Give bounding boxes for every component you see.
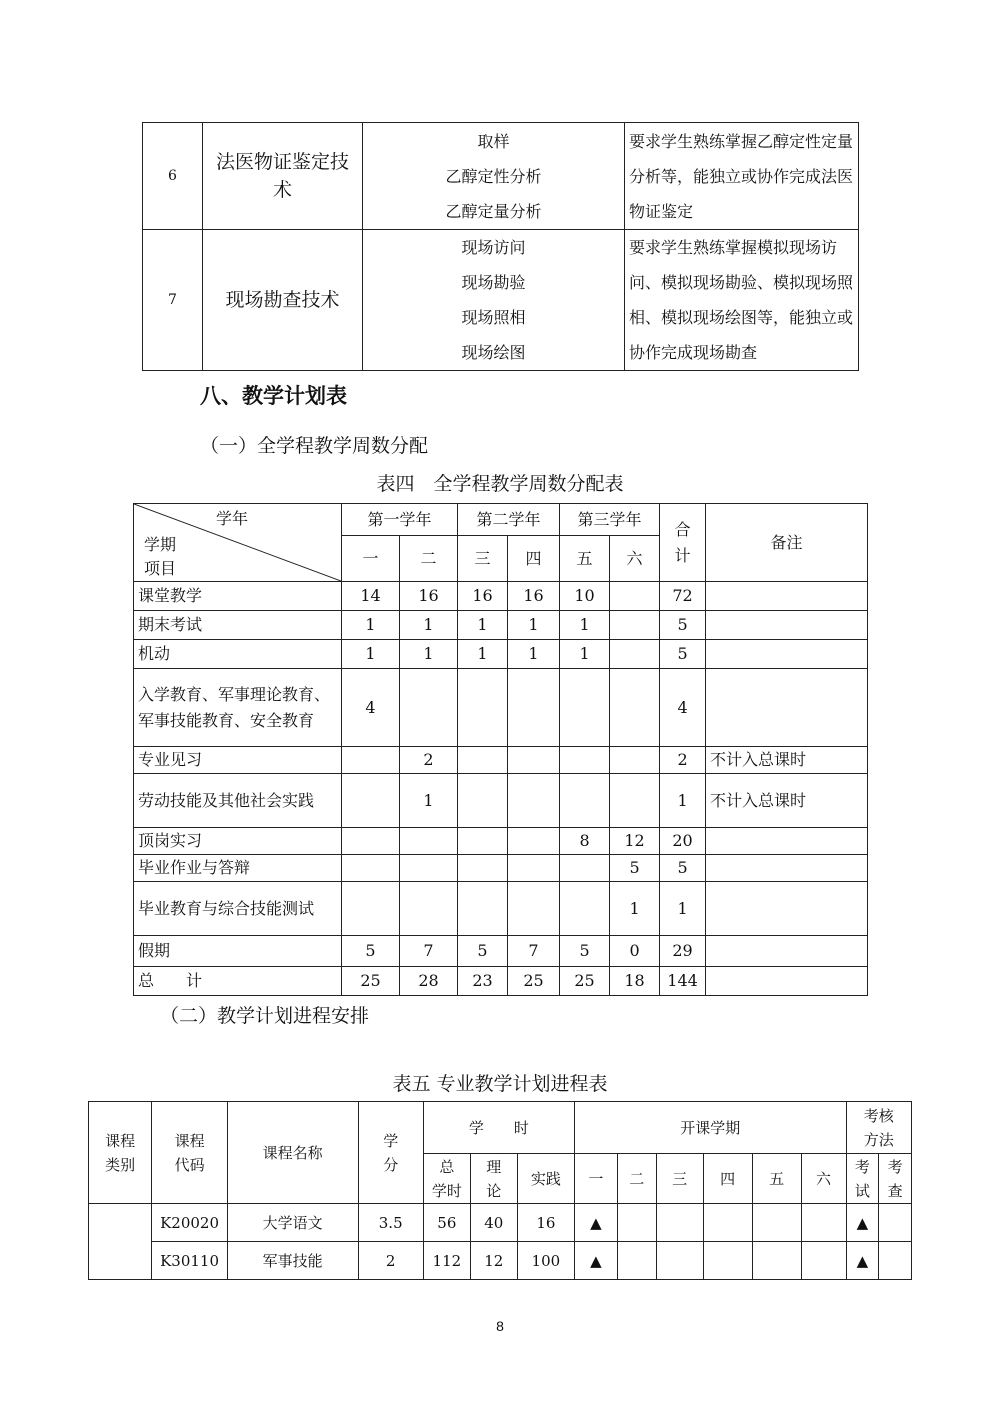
week-count [508, 774, 560, 828]
week-count: 1 [342, 611, 400, 640]
skill-items [363, 230, 625, 371]
remark [706, 936, 868, 967]
item-name: 机动 [134, 640, 342, 669]
week-count [508, 855, 560, 882]
week-count: 1 [400, 611, 458, 640]
exam-header: 考 试 [846, 1154, 879, 1204]
week-count: 7 [400, 936, 458, 967]
week-count [458, 747, 508, 774]
week-count [342, 774, 400, 828]
row-total: 5 [660, 640, 706, 669]
week-count [508, 882, 560, 936]
remark [706, 855, 868, 882]
row-total: 29 [660, 936, 706, 967]
week-count [400, 669, 458, 747]
section-title: 八、教学计划表 [200, 383, 347, 408]
remark [706, 640, 868, 669]
theory-hours: 40 [470, 1204, 517, 1242]
corner-year: 学年 [216, 509, 249, 528]
term-header: 三 [656, 1154, 703, 1204]
week-count: 16 [458, 582, 508, 611]
remark: 不计入总课时 [706, 747, 868, 774]
assessment-header: 考核 方法 [846, 1102, 911, 1154]
table-row [134, 936, 868, 967]
theory-hours: 12 [470, 1242, 517, 1280]
header-row [134, 504, 868, 536]
week-rows [134, 582, 868, 996]
check-mark [879, 1204, 912, 1242]
week-count [342, 882, 400, 936]
practice-hours: 100 [517, 1242, 574, 1280]
course-code: K20020 [152, 1204, 228, 1242]
week-count [342, 828, 400, 855]
skill-name: 法医物证鉴定技术 [203, 123, 363, 230]
week-count: 18 [610, 967, 660, 996]
week-count [610, 582, 660, 611]
item-name: 毕业教育与综合技能测试 [134, 882, 342, 936]
item-name: 顶岗实习 [134, 828, 342, 855]
exam-mark: ▲ [846, 1242, 879, 1280]
week-count [458, 828, 508, 855]
week-count [508, 669, 560, 747]
term-header: 一 [574, 1154, 617, 1204]
header-row [89, 1102, 912, 1154]
term-header: 六 [801, 1154, 846, 1204]
corner-item: 项目 [144, 559, 177, 578]
remark [706, 882, 868, 936]
remark-header: 备注 [706, 504, 868, 582]
subsection-title: （二）教学计划进程安排 [160, 1005, 370, 1027]
week-count: 14 [342, 582, 400, 611]
term-header: 四 [508, 536, 560, 582]
remark [706, 611, 868, 640]
week-count: 7 [508, 936, 560, 967]
week-count: 1 [458, 611, 508, 640]
year-header: 第二学年 [458, 504, 560, 536]
term-mark [656, 1242, 703, 1280]
term-header: 四 [703, 1154, 752, 1204]
check-header: 考 查 [879, 1154, 912, 1204]
week-count: 28 [400, 967, 458, 996]
remark [706, 669, 868, 747]
item-name: 假期 [134, 936, 342, 967]
exam-mark: ▲ [846, 1204, 879, 1242]
week-count: 25 [560, 967, 610, 996]
week-count: 4 [342, 669, 400, 747]
total-hours-header: 总 学时 [423, 1154, 470, 1204]
week-count [610, 747, 660, 774]
week-count [508, 828, 560, 855]
item-name: 专业见习 [134, 747, 342, 774]
table-row [143, 230, 859, 371]
row-total: 72 [660, 582, 706, 611]
week-count: 8 [560, 828, 610, 855]
practice-header: 实践 [517, 1154, 574, 1204]
week-count: 1 [458, 640, 508, 669]
total-header: 合 计 [660, 504, 706, 582]
term-mark: ▲ [574, 1242, 617, 1280]
week-count: 12 [610, 828, 660, 855]
table-row [89, 1204, 912, 1242]
week-count: 5 [560, 936, 610, 967]
week-count: 23 [458, 967, 508, 996]
week-count [610, 774, 660, 828]
term-header: 二 [617, 1154, 656, 1204]
term-mark [752, 1204, 801, 1242]
hours-header: 学 时 [423, 1102, 574, 1154]
term-header: 二 [400, 536, 458, 582]
term-mark [703, 1204, 752, 1242]
week-count: 2 [400, 747, 458, 774]
week-count [342, 747, 400, 774]
skill-requirement: 要求学生熟练掌握模拟现场访问、模拟现场勘验、模拟现场照相、模拟现场绘图等，能独立或协作完成现场勘查 [625, 230, 859, 371]
skill-requirement: 要求学生熟练掌握乙醇定性定量分析等，能独立或协作完成法医物证鉴定 [625, 123, 859, 230]
table-row [134, 774, 868, 828]
credit-header: 学 分 [358, 1102, 423, 1204]
table-row [134, 828, 868, 855]
term-mark [752, 1242, 801, 1280]
week-count [400, 882, 458, 936]
term-mark [801, 1242, 846, 1280]
week-count [400, 855, 458, 882]
week-count: 1 [508, 640, 560, 669]
week-count [610, 611, 660, 640]
corner-header [134, 504, 342, 582]
row-total: 5 [660, 611, 706, 640]
week-count: 5 [458, 936, 508, 967]
course-plan-table [88, 1101, 912, 1280]
category-cell [89, 1204, 152, 1280]
remark [706, 828, 868, 855]
week-count [458, 669, 508, 747]
week-count: 0 [610, 936, 660, 967]
week-count: 5 [342, 936, 400, 967]
course-name: 军事技能 [227, 1242, 358, 1280]
week-count [458, 855, 508, 882]
table-row [134, 882, 868, 936]
term-header: 三 [458, 536, 508, 582]
week-count: 5 [610, 855, 660, 882]
table-row [134, 640, 868, 669]
table-caption: 表五 专业教学计划进程表 [392, 1073, 608, 1095]
page-number: 8 [496, 1318, 504, 1334]
course-name: 大学语文 [227, 1204, 358, 1242]
week-count [400, 828, 458, 855]
row-number: 6 [143, 123, 203, 230]
remark [706, 582, 868, 611]
terms-header: 开课学期 [574, 1102, 846, 1154]
corner-term: 学期 [144, 535, 177, 554]
week-count [508, 747, 560, 774]
week-count: 16 [508, 582, 560, 611]
skill-item: 现场绘图 [461, 343, 526, 362]
item-name: 期末考试 [134, 611, 342, 640]
item-name: 课堂教学 [134, 582, 342, 611]
table-row [143, 123, 859, 230]
week-allocation-table [133, 503, 868, 996]
subsection-title: （一）全学程教学周数分配 [200, 435, 429, 457]
table-row [134, 967, 868, 996]
skill-item: 取样 [477, 131, 510, 151]
week-count: 1 [610, 882, 660, 936]
year-header: 第三学年 [560, 504, 660, 536]
row-total: 144 [660, 967, 706, 996]
skill-items [363, 123, 625, 230]
skill-item: 乙醇定量分析 [445, 201, 542, 221]
item-name: 劳动技能及其他社会实践 [134, 774, 342, 828]
week-count: 16 [400, 582, 458, 611]
term-header: 五 [560, 536, 610, 582]
week-count: 1 [560, 640, 610, 669]
week-count: 1 [508, 611, 560, 640]
item-name: 入学教育、军事理论教育、军事技能教育、安全教育 [134, 669, 342, 747]
week-count [458, 774, 508, 828]
term-mark [656, 1204, 703, 1242]
check-mark [879, 1242, 912, 1280]
theory-header: 理 论 [470, 1154, 517, 1204]
table-row [134, 582, 868, 611]
skill-name: 现场勘查技术 [203, 230, 363, 371]
week-count: 1 [400, 774, 458, 828]
category-header: 课程 类别 [89, 1102, 152, 1204]
code-header: 课程 代码 [152, 1102, 228, 1204]
term-mark [703, 1242, 752, 1280]
week-count [560, 855, 610, 882]
row-total: 20 [660, 828, 706, 855]
item-name: 总 计 [134, 967, 342, 996]
remark [706, 967, 868, 996]
row-total: 1 [660, 882, 706, 936]
week-count [560, 747, 610, 774]
row-number: 7 [143, 230, 203, 371]
course-credit: 2 [358, 1242, 423, 1280]
item-name: 毕业作业与答辩 [134, 855, 342, 882]
week-count [560, 882, 610, 936]
week-count [458, 882, 508, 936]
course-name-header: 课程名称 [227, 1102, 358, 1204]
table-row [134, 669, 868, 747]
total-hours: 112 [423, 1242, 470, 1280]
term-mark [617, 1242, 656, 1280]
skills-table [142, 122, 859, 371]
table-row [134, 747, 868, 774]
course-credit: 3.5 [358, 1204, 423, 1242]
table-row [134, 611, 868, 640]
week-count [560, 669, 610, 747]
table-row [134, 855, 868, 882]
week-count [342, 855, 400, 882]
week-count: 1 [400, 640, 458, 669]
week-count [610, 669, 660, 747]
row-total: 5 [660, 855, 706, 882]
week-count: 10 [560, 582, 610, 611]
row-total: 2 [660, 747, 706, 774]
row-total: 4 [660, 669, 706, 747]
term-mark: ▲ [574, 1204, 617, 1242]
course-code: K30110 [152, 1242, 228, 1280]
row-total: 1 [660, 774, 706, 828]
term-header: 六 [610, 536, 660, 582]
year-header: 第一学年 [342, 504, 458, 536]
term-header: 一 [342, 536, 400, 582]
table-caption: 表四 全学程教学周数分配表 [376, 473, 624, 495]
term-header: 五 [752, 1154, 801, 1204]
term-mark [801, 1204, 846, 1242]
term-mark [617, 1204, 656, 1242]
practice-hours: 16 [517, 1204, 574, 1242]
week-count: 1 [560, 611, 610, 640]
skill-item: 现场勘验 [461, 273, 526, 292]
total-hours: 56 [423, 1204, 470, 1242]
week-count: 1 [342, 640, 400, 669]
week-count [560, 774, 610, 828]
week-count: 25 [342, 967, 400, 996]
week-count [610, 640, 660, 669]
table-row [89, 1242, 912, 1280]
remark: 不计入总课时 [706, 774, 868, 828]
skill-item: 乙醇定性分析 [445, 166, 542, 186]
skill-item: 现场照相 [461, 308, 526, 327]
week-count: 25 [508, 967, 560, 996]
skill-item: 现场访问 [461, 238, 526, 257]
